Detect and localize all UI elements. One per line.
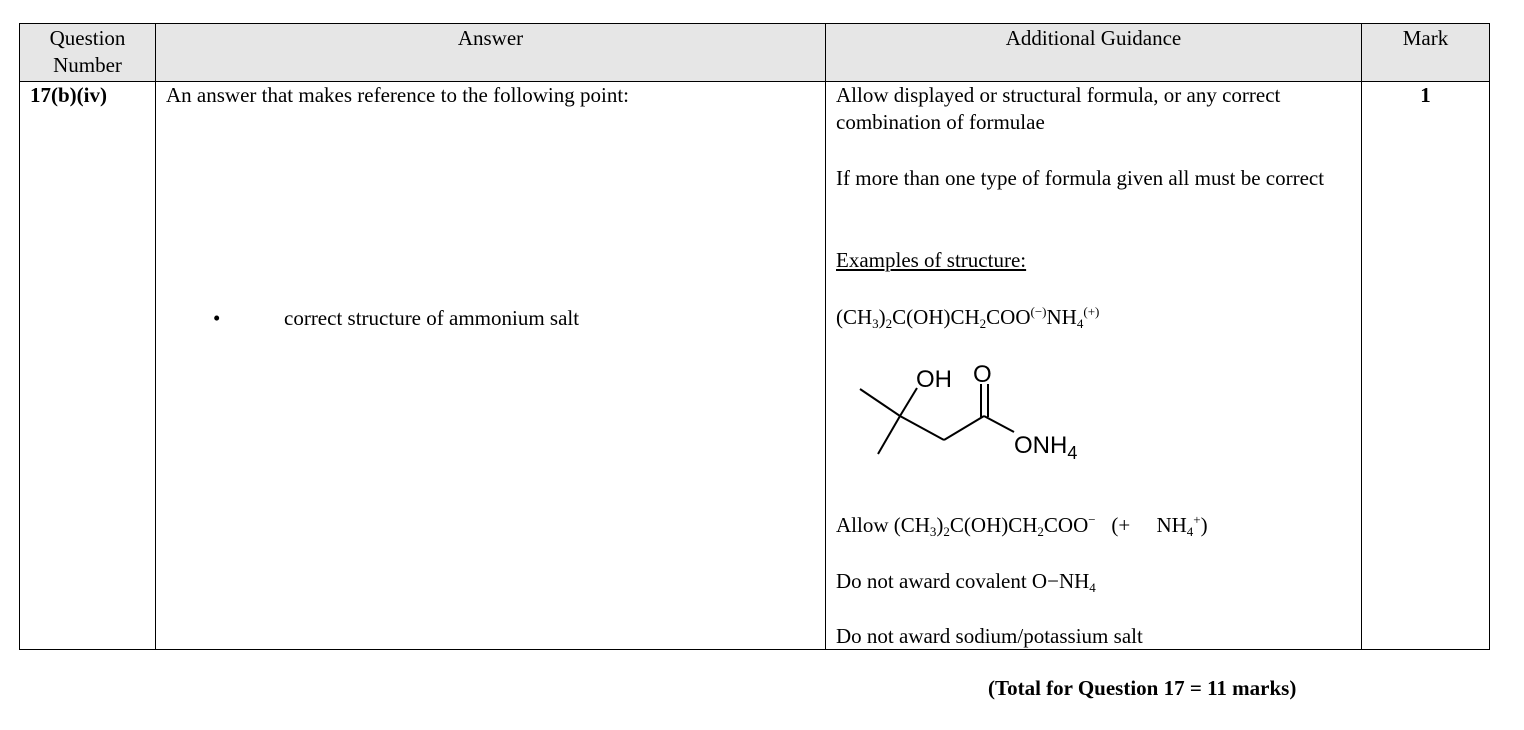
onh4-label: $ONH_4$ bbox=[1014, 432, 1078, 463]
mark-scheme-table bbox=[19, 23, 1490, 650]
header-answer: Answer bbox=[156, 24, 826, 82]
carbonyl-o-label: O bbox=[973, 362, 992, 388]
bullet-icon: • bbox=[213, 306, 221, 330]
total-marks: (Total for Question 17 = 11 marks) bbox=[988, 676, 1297, 700]
guidance-examples-heading: Examples of structure: bbox=[836, 248, 1027, 272]
table-row bbox=[20, 82, 1490, 650]
mark-value: 1 bbox=[1362, 82, 1490, 650]
answer-bullet-text: correct structure of ammonium salt bbox=[284, 306, 580, 330]
structure-formula: $(CH_3)_2C(OH)CH_2COO^{(-)}NH_4^{(+)}$ bbox=[836, 304, 1100, 331]
guidance-allow-ions: Allow $(CH_3)_2C(OH)CH_2COO^-$ (+ $NH_4^+$) bbox=[836, 512, 1208, 539]
header-additional-guidance: Additional Guidance bbox=[826, 24, 1362, 82]
guidance-cell bbox=[826, 82, 1362, 650]
header-row bbox=[20, 24, 1490, 82]
header-question-number: Question Number bbox=[20, 24, 156, 82]
question-number: 17(b)(iv) bbox=[20, 82, 156, 650]
guidance-more-than-one: If more than one type of formula given all must be correct bbox=[836, 166, 1325, 190]
header-mark: Mark bbox=[1362, 24, 1490, 82]
answer-cell bbox=[156, 82, 826, 650]
answer-intro: An answer that makes reference to the following point: bbox=[166, 83, 630, 107]
guidance-allow-formula: Allow displayed or structural formula, or any correct combination of formulae bbox=[836, 83, 1281, 134]
guidance-no-sodium: Do not award sodium/potassium salt bbox=[836, 624, 1143, 648]
guidance-no-covalent: Do not award covalent $O-NH_4$ bbox=[836, 569, 1096, 595]
oh-label: OH bbox=[916, 366, 952, 393]
skeletal-structure-diagram bbox=[846, 362, 1106, 472]
